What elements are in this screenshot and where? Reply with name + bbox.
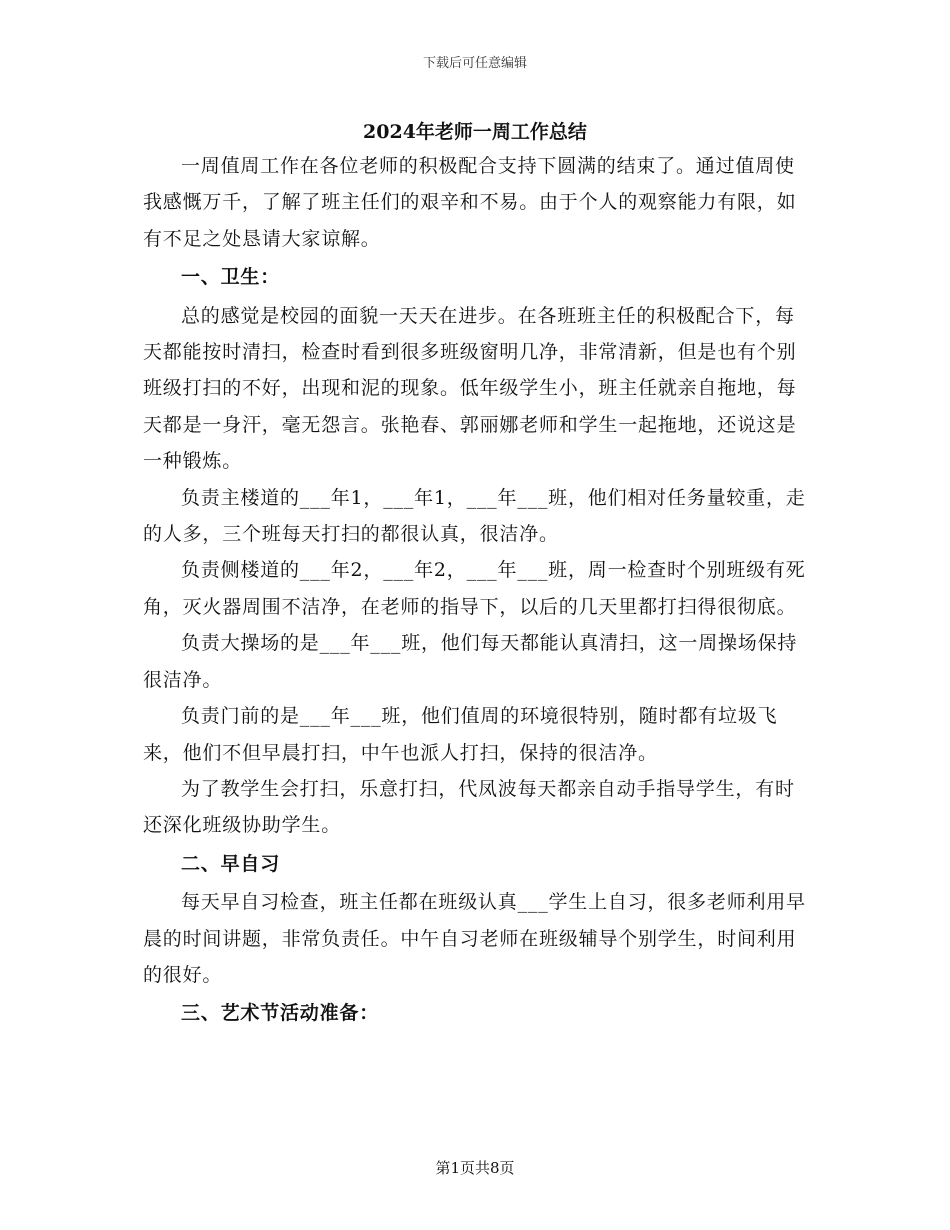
document-title: 2024年老师一周工作总结 [363,121,587,143]
paragraph: 一周值周工作在各位老师的积极配合支持下圆满的结束了。通过值周使我感慨万千，了解了班主任们的艰辛和不易。由于个人的观察能力有限，如有不足之处恳请大家谅解。 [143,155,797,250]
paragraph: 负责门前的是___年___班，他们值周的环境很特别，随时都有垃圾飞来，他们不但早晨打扫，中午也派人打扫，保持的很洁净。 [143,705,778,764]
page-footer: 第1页共8页 [435,1159,515,1177]
paragraph: 总的感觉是校园的面貌一天天在进步。在各班班主任的积极配合下，每天都能按时清扫，检查时看到很多班级窗明几净，非常清新，但是也有个别班级打扫的不好，出现和泥的现象。低年级学生小，班主任就亲自拖地，每天都是一身汗，毫无怨言。张艳春、郭丽娜老师和学生一起拖地，还说这是一种锻炼。 [143,304,797,473]
paragraph: 负责主楼道的___年1，___年1，___年___班，他们相对任务量较重，走的人多，三个班每天打扫的都很认真，很洁净。 [143,486,806,546]
paragraph: 每天早自习检查，班主任都在班级认真___学生上自习，很多老师利用早晨的时间讲题，非常负责任。中午自习老师在班级辅导个别学生，时间利用的很好。 [143,891,806,986]
paragraph: 负责大操场的是___年___班，他们每天都能认真清扫，这一周操场保持很洁净。 [143,632,798,691]
paragraph: 负责侧楼道的___年2，___年2，___年___班，周一检查时个别班级有死角，灭火器周围不洁净，在老师的指导下，以后的几天里都打扫得很彻底。 [143,559,806,618]
paragraph: 为了教学生会打扫，乐意打扫，代凤波每天都亲自动手指导学生，有时还深化班级协助学生。 [143,777,795,837]
document-body [143,148,811,1034]
section-heading: 二、早自习 [181,852,281,875]
section-heading: 三、艺术节活动准备： [181,1002,380,1025]
section-heading: 一、卫生： [181,266,281,289]
page-header: 下载后可任意编辑 [422,56,527,71]
